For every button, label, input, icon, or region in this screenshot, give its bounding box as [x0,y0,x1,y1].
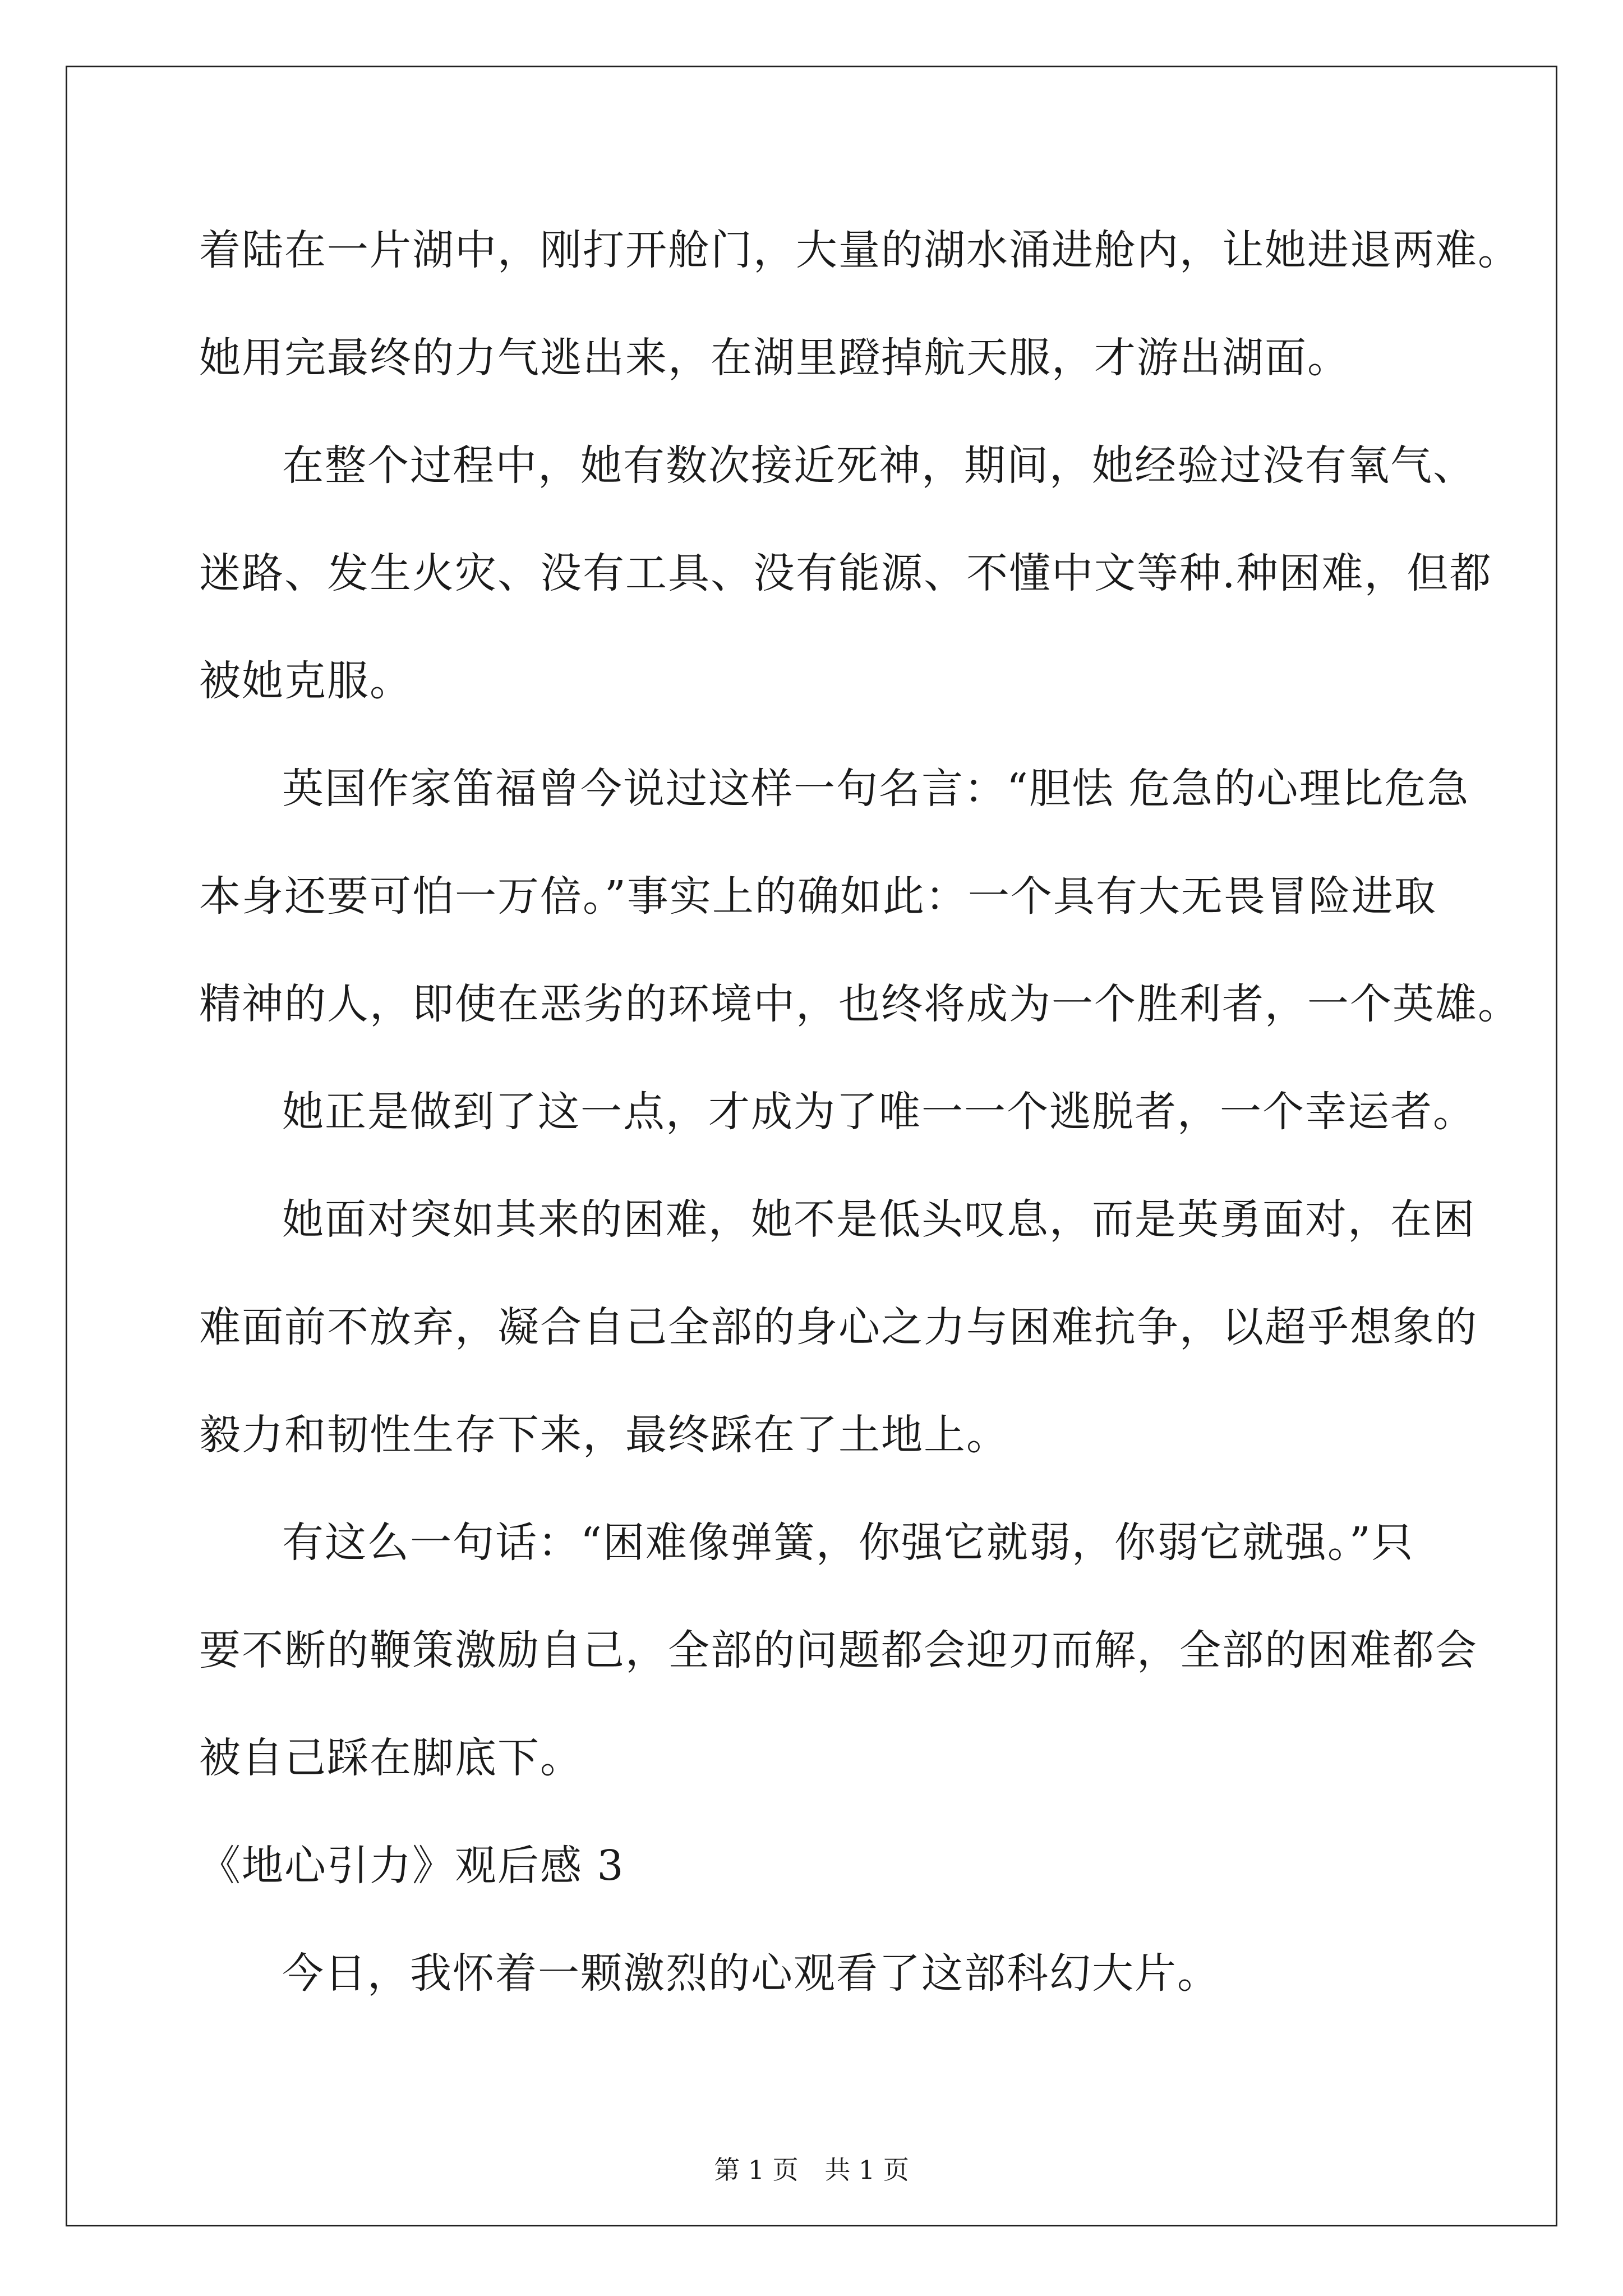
paragraph-line: 难面前不放弃，凝合自己全部的身心之力与困难抗争，以超乎想象的 [199,1303,1478,1351]
paragraph-line: 她正是做到了这一点，才成为了唯一一个逃脱者，一个幸运者。 [282,1088,1476,1136]
paragraph-line: 被自己踩在脚底下。 [199,1734,583,1782]
paragraph-line: 毅力和韧性生存下来，最终踩在了土地上。 [199,1411,1009,1459]
paragraph-line: 她面对突如其来的困难，她不是低头叹息，而是英勇面对，在困 [282,1195,1476,1244]
paragraph-line: 精神的人，即使在恶劣的环境中，也终将成为一个胜利者，一个英雄。 [199,980,1520,1028]
paragraph-line: 她用完最终的力气逃出来，在湖里蹬掉航天服，才游出湖面。 [199,334,1350,382]
page-footer [0,2154,1623,2185]
page-number-total: 共 1 页 [824,2155,909,2185]
paragraph-line: 被她克服。 [199,657,412,705]
paragraph-line: 本身还要可怕一万倍。”事实上的确如此：一个具有大无畏冒险进取 [199,872,1437,921]
page-number-current: 第 1 页 [714,2155,799,2185]
document-body [199,223,1520,2000]
paragraph-line: 要不断的鞭策激励自己，全部的问题都会迎刃而解，全部的困难都会 [199,1626,1478,1674]
paragraph-line: 今日，我怀着一颗激烈的心观看了这部科幻大片。 [282,1949,1220,1998]
section-heading: 《地心引力》观后感 3 [199,1842,625,1890]
paragraph-line: 迷路、发生火灾、没有工具、没有能源、不懂中文等种.种困难，但都 [199,549,1492,597]
paragraph-line: 有这么一句话：“困难像弹簧，你强它就弱，你弱它就强。”只 [282,1519,1414,1567]
paragraph-line: 着陆在一片湖中，刚打开舱门，大量的湖水涌进舱内，让她进退两难。 [199,226,1520,274]
paragraph-line: 英国作家笛福曾今说过这样一句名言：“胆怯 危急的心理比危急 [282,765,1470,813]
paragraph-line: 在整个过程中，她有数次接近死神，期间，她经验过没有氧气、 [282,441,1476,490]
